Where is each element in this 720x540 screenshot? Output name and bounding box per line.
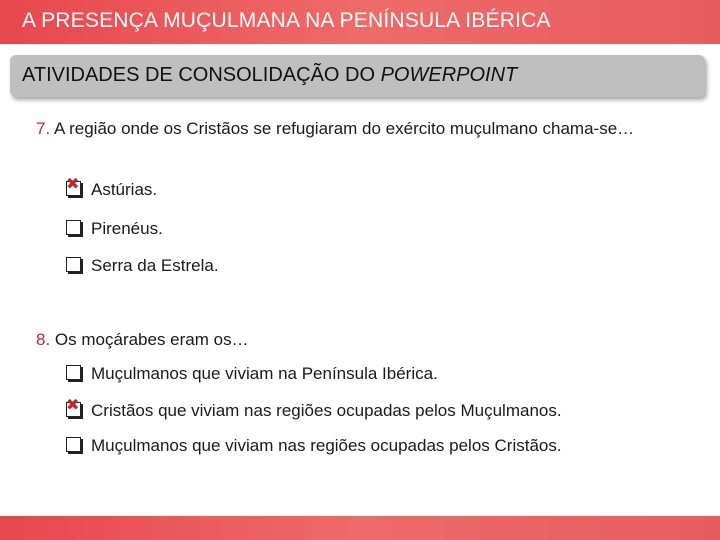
section-title (22, 64, 517, 87)
footer-banner (0, 516, 720, 540)
option-label: Astúrias. (91, 180, 158, 199)
page-title: A PRESENÇA MUÇULMANA NA PENÍNSULA IBÉRICA (22, 9, 551, 32)
checkbox-checked-icon[interactable] (66, 397, 81, 417)
option-asturias[interactable] (66, 176, 158, 201)
x-mark-icon: ✖ (66, 397, 80, 414)
section-title-main: ATIVIDADES DE CONSOLIDAÇÃO DO (22, 64, 381, 86)
section-banner (10, 55, 705, 97)
option-label: Serra da Estrela. (91, 256, 219, 275)
question-text: Os moçárabes eram os… (54, 330, 249, 349)
option-muculmanos-regioes[interactable] (66, 435, 562, 457)
option-cristaos-regioes[interactable] (66, 397, 562, 422)
option-label: Muçulmanos que viviam na Península Ibérica. (91, 364, 438, 383)
question-7 (36, 117, 656, 141)
checkbox-icon[interactable] (66, 437, 81, 452)
option-label: Pirenéus. (91, 219, 163, 238)
checkbox-icon[interactable] (66, 220, 81, 235)
question-8 (36, 328, 656, 352)
section-title-italic: POWERPOINT (380, 64, 518, 86)
checkbox-icon[interactable] (66, 365, 81, 380)
option-label: Muçulmanos que viviam nas regiões ocupadas pelos Cristãos. (91, 436, 562, 455)
option-label: Cristãos que viviam nas regiões ocupadas pelos Muçulmanos. (91, 401, 562, 420)
question-text: A região onde os Cristãos se refugiaram do exército muçulmano chama-se… (53, 119, 635, 138)
checkbox-icon[interactable] (66, 257, 81, 272)
option-pireneus[interactable] (66, 218, 163, 240)
checkbox-checked-icon[interactable] (66, 176, 81, 196)
option-serra-da-estrela[interactable] (66, 255, 219, 277)
option-muculmanos-peninsula[interactable] (66, 363, 438, 385)
question-number: 7. (36, 119, 51, 138)
header-banner (0, 0, 720, 44)
question-number: 8. (36, 330, 51, 349)
x-mark-icon: ✖ (66, 176, 80, 193)
